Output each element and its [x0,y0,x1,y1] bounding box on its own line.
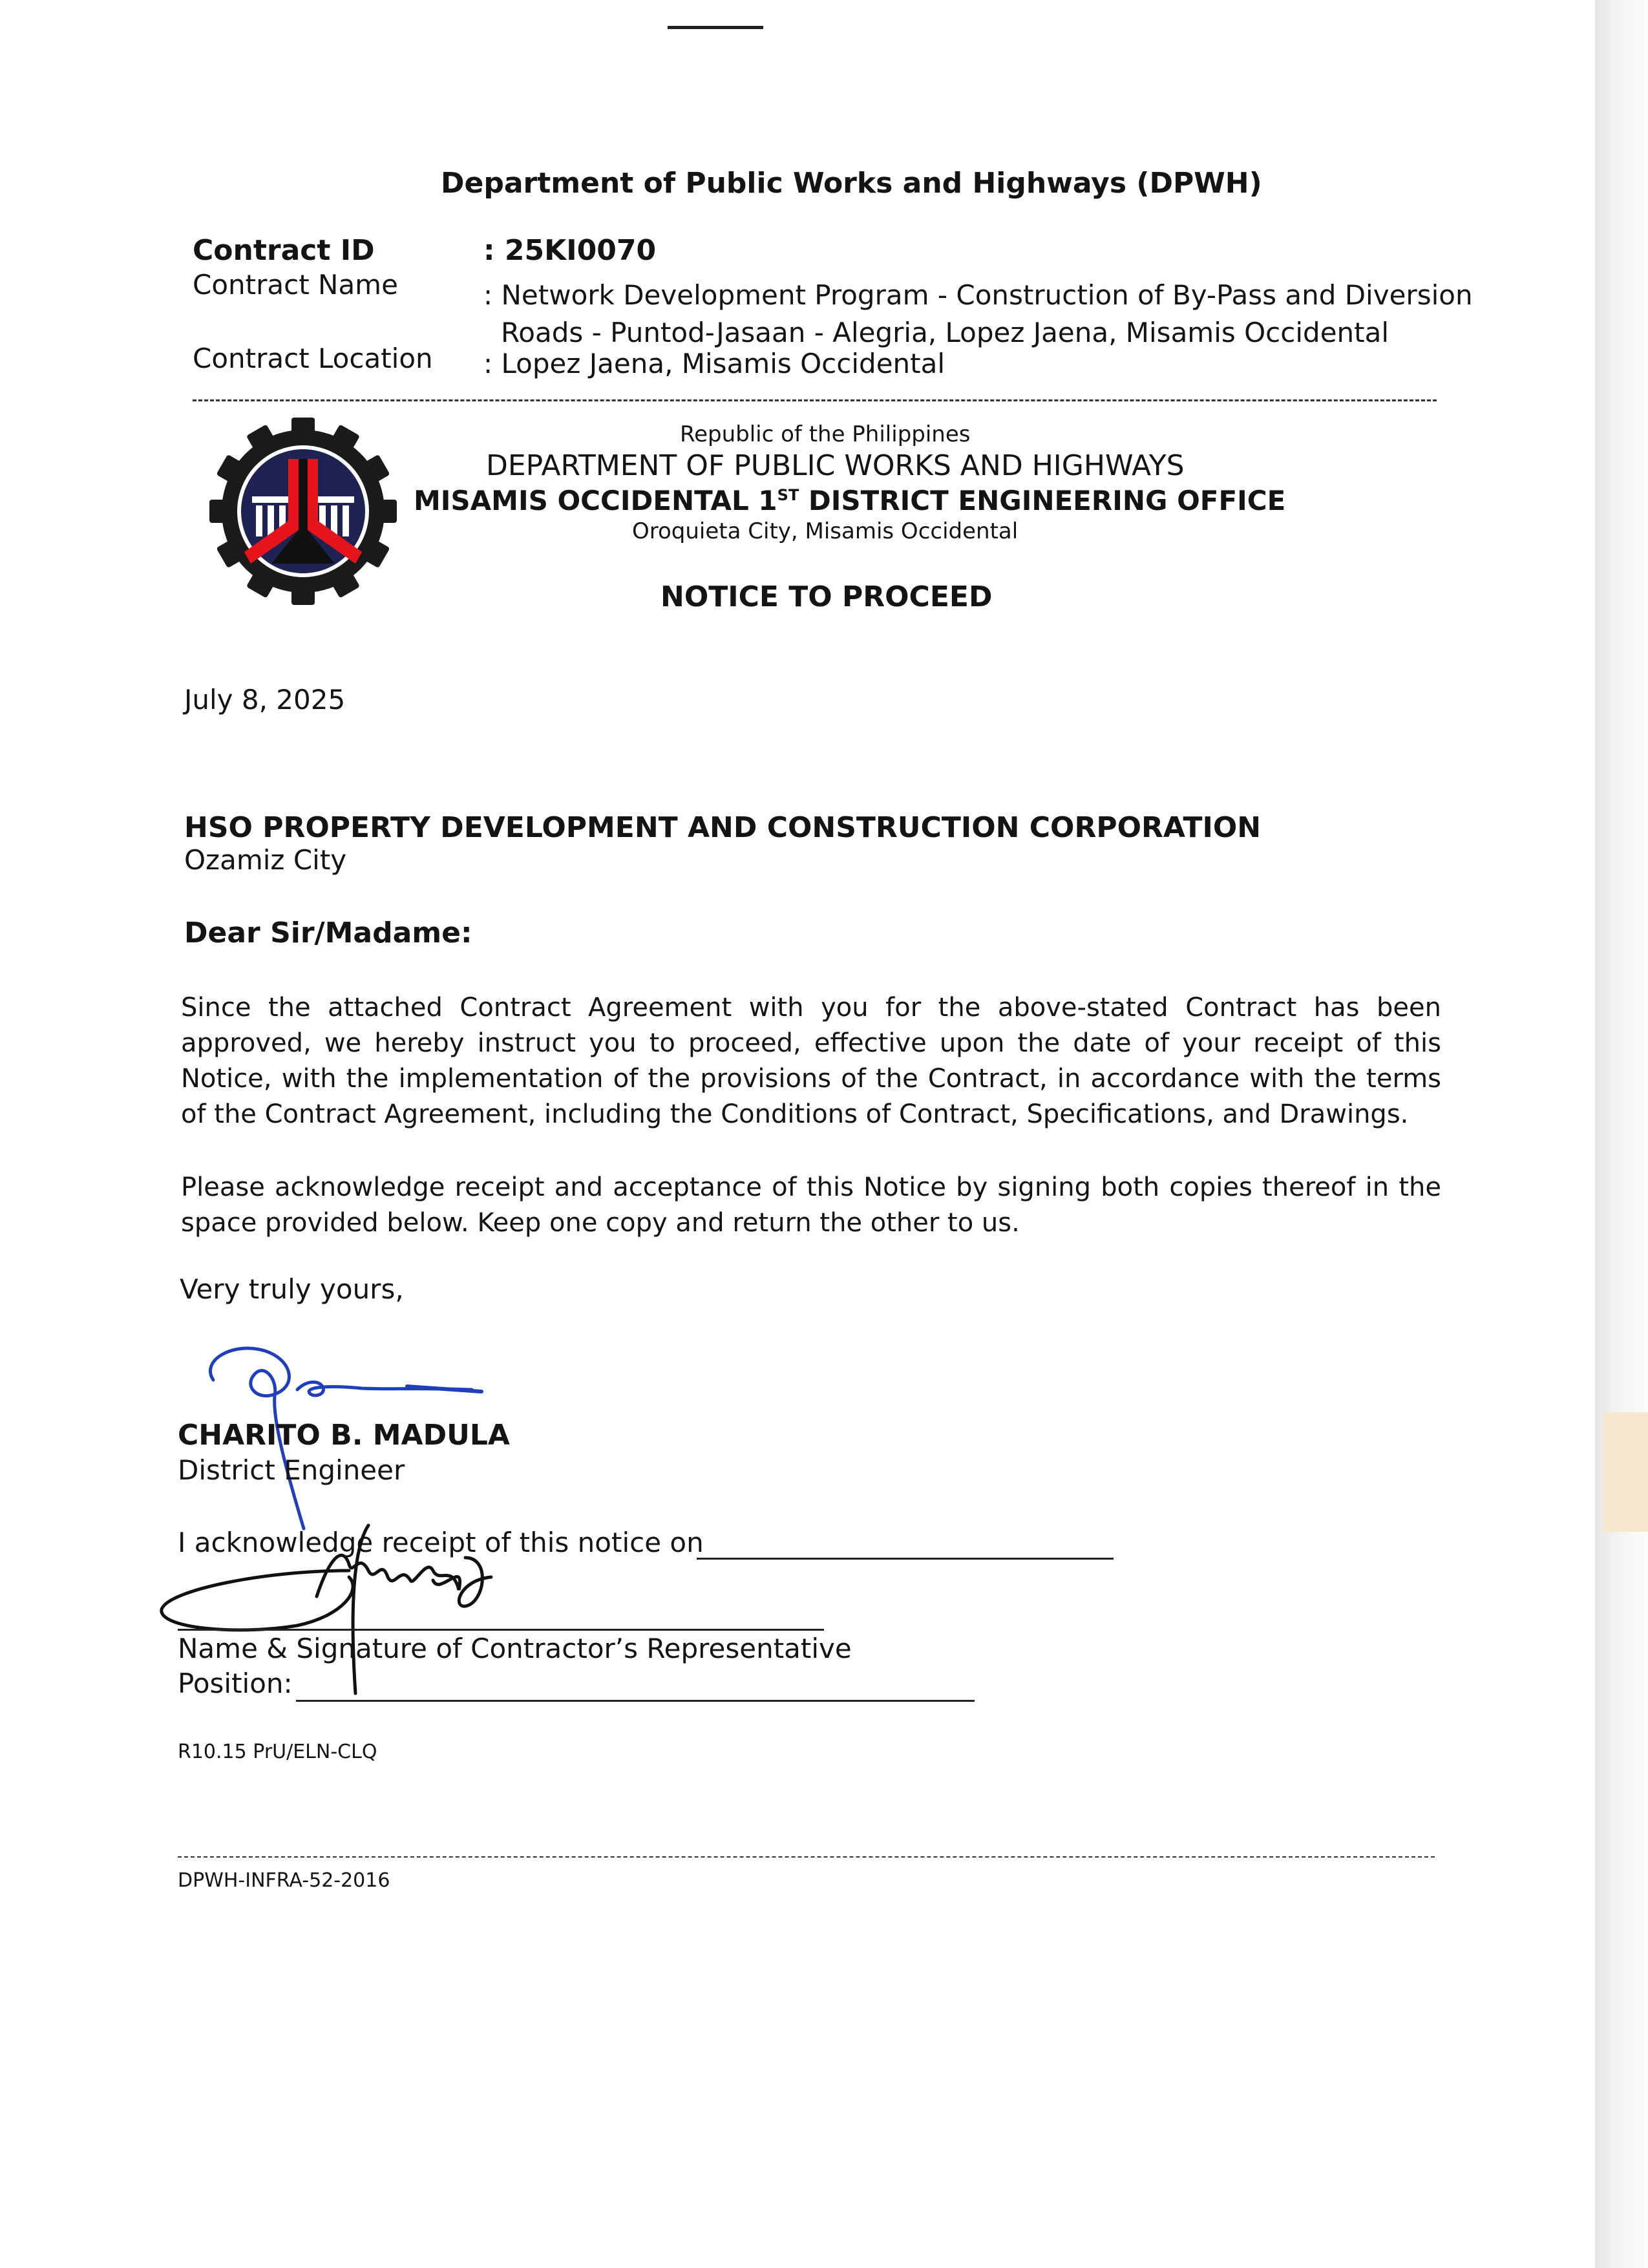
contract-id-label: Contract ID [193,234,375,267]
contract-location-value: : Lopez Jaena, Misamis Occidental [483,348,945,379]
contract-name-label: Contract Name [193,269,398,301]
position-line [296,1700,975,1702]
closing: Very truly yours, [180,1273,404,1305]
dpwh-logo-icon [206,414,401,609]
salutation: Dear Sir/Madame: [184,917,472,949]
contract-name-line1: : Network Development Program - Construction of By-Pass and Diversion [483,279,1473,311]
contract-name-line2: Roads - Puntod-Jasaan - Alegria, Lopez Jaena, Misamis Occidental [501,317,1389,348]
office-line [414,485,1285,516]
header-divider [193,399,1437,401]
office-sup: ST [777,486,799,504]
form-code: DPWH-INFRA-52-2016 [178,1869,390,1892]
paper-tab-flap [1603,1412,1648,1532]
city-line: Oroquieta City, Misamis Occidental [632,518,1019,544]
department-line: DEPARTMENT OF PUBLIC WORKS AND HIGHWAYS [486,449,1185,482]
footer-divider [178,1856,1435,1858]
addressee-name: HSO PROPERTY DEVELOPMENT AND CONSTRUCTION CORPORATION [184,811,1262,844]
ref-code: R10.15 PrU/ELN-CLQ [178,1741,377,1763]
position-label: Position: [178,1668,293,1699]
receipt-date-line [697,1558,1114,1560]
signatory-title: District Engineer [178,1454,405,1486]
signatory-name: CHARITO B. MADULA [178,1419,510,1452]
contract-id-value: : 25KI0070 [483,234,657,267]
office-prefix: MISAMIS OCCIDENTAL 1 [414,485,777,516]
addressee-city: Ozamiz City [184,844,347,876]
signature-label: Name & Signature of Contractor’s Representative [178,1633,852,1664]
contract-location-label: Contract Location [193,343,433,374]
office-suffix: DISTRICT ENGINEERING OFFICE [799,485,1286,516]
underlying-page-edge [1595,0,1648,2268]
agency-title: Department of Public Works and Highways (DPWH) [441,167,1262,200]
signature-line [178,1629,824,1631]
notice-title: NOTICE TO PROCEED [660,580,993,613]
republic-line: Republic of the Philippines [680,421,971,447]
notice-date: July 8, 2025 [184,684,346,715]
receipt-text: I acknowledge receipt of this notice on [178,1527,704,1558]
top-mark [668,26,763,29]
body-paragraph-1: Since the attached Contract Agreement with you for the above-stated Contract has been approved, we hereby instruct you to proceed, effective upon the date of your receipt of this Notice, with the implementation of the provisions of the Contract, in accordance with the terms of the Contract Agreement, including the Conditions of Contract, Specifications, and Drawings. [181,993,1441,1129]
body-paragraph-2: Please acknowledge receipt and acceptance of this Notice by signing both copies thereof in the space provided below. Keep one copy and return the other to us. [181,1172,1441,1238]
